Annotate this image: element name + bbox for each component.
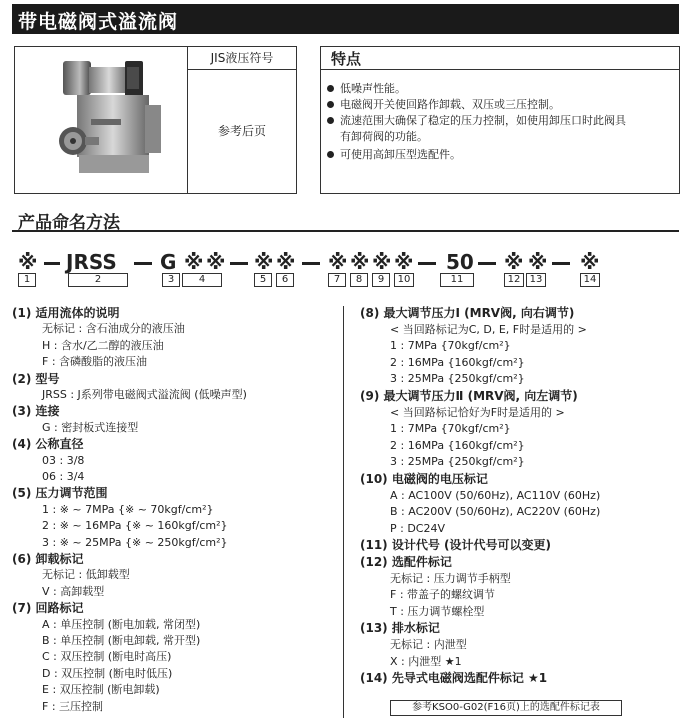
section-heading: (10) 电磁阀的电压标记 — [360, 472, 488, 486]
section-heading: (5) 压力调节范围 — [12, 486, 108, 501]
valve-illustration — [15, 47, 187, 193]
code-dash — [302, 262, 320, 265]
features-header — [321, 47, 679, 70]
section-line: A : 单压控制 (断电加载, 常闭型) — [42, 617, 201, 631]
section-line: 03 : 3/8 — [42, 453, 85, 467]
section-line: 无标记 : 压力调节手柄型 — [390, 571, 511, 585]
section-heading: (4) 公称直径 — [12, 437, 84, 452]
section-heading: (9) 最大调节压力Ⅱ (MRV阀, 向左调节) — [360, 389, 578, 403]
section-line: V : 高卸载型 — [42, 584, 105, 598]
section-heading: (2) 型号 — [12, 371, 60, 386]
section-heading: (12) 选配件标记 — [360, 555, 452, 569]
section-line: 无标记 : 内泄型 — [390, 638, 467, 651]
code-number: 9 — [372, 273, 390, 287]
code-number: 5 — [254, 273, 272, 287]
code-number: 11 — [440, 273, 474, 287]
code-number: 14 — [580, 273, 600, 287]
section-line: 2 : 16MPa {160kgf/cm²} — [390, 438, 525, 452]
code-option: ※ — [504, 250, 524, 274]
section-heading: (11) 设计代号 (设计代号可以变更) — [360, 538, 551, 553]
section-line: 3 : ※ ~ 25MPa {※ ~ 250kgf/cm²} — [42, 535, 228, 549]
code-dash — [552, 262, 570, 265]
section-line: 06 : 3/4 — [42, 470, 85, 483]
features-title: 特点 — [331, 50, 362, 68]
code-number: 10 — [394, 273, 414, 287]
section-heading: (1) 适用流体的说明 — [12, 306, 120, 320]
section-line: E : 双压控制 (断电卸载) — [42, 683, 160, 697]
valve-photo — [15, 47, 188, 193]
code-number: 6 — [276, 273, 294, 287]
section-line: F : 含磷酸脂的液压油 — [42, 355, 148, 369]
section-line: 1 : ※ ~ 7MPa {※ ~ 70kgf/cm²} — [42, 502, 214, 516]
code-circuit: ※ — [328, 250, 348, 274]
section-heading: (6) 卸载标记 — [12, 552, 84, 566]
section-heading: (7) 回路标记 — [12, 601, 84, 616]
bullet-icon — [327, 85, 334, 92]
jis-symbol-label: JIS液压符号 — [188, 47, 296, 70]
bullet-icon — [327, 117, 334, 124]
section-line: 3 : 25MPa {250kgf/cm²} — [390, 372, 525, 386]
bullet-icon — [327, 151, 334, 158]
section-line: 3 : 25MPa {250kgf/cm²} — [390, 455, 525, 469]
section-heading: (8) 最大调节压力Ⅰ (MRV阀, 向右调节) — [360, 306, 575, 320]
section-line: F : 三压控制 — [42, 699, 104, 713]
code-pressure: ※ — [254, 250, 274, 274]
code-pilot-option: ※ — [580, 250, 600, 274]
section-heading: (3) 连接 — [12, 404, 60, 419]
section-line: 1 : 7MPa {70kgf/cm²} — [390, 339, 511, 353]
section-line: 无标记 : 含石油成分的液压油 — [42, 322, 185, 336]
section-line: A : AC100V (50/60Hz), AC110V (60Hz) — [390, 488, 601, 502]
code-number: 7 — [328, 273, 346, 287]
section-line: 2 : 16MPa {160kgf/cm²} — [390, 355, 525, 369]
section-line: D : 双压控制 (断电时低压) — [42, 666, 173, 680]
code-dash — [44, 262, 60, 265]
code-fluid: ※ — [18, 250, 38, 274]
code-size-2: ※ — [206, 250, 226, 274]
code-unload: ※ — [276, 250, 296, 274]
code-connection: G — [160, 250, 177, 274]
page-title: 带电磁阀式溢流阀 — [18, 11, 179, 33]
section-line: B : AC200V (50/60Hz), AC220V (60Hz) — [390, 505, 601, 519]
column-divider — [343, 306, 344, 718]
code-number: 1 — [18, 273, 36, 287]
section-line: < 当回路标记恰好为F时是适用的 > — [390, 405, 565, 419]
section-line: H : 含水/乙二醇的液压油 — [42, 338, 164, 352]
jis-reference: 参考后页 — [217, 124, 266, 138]
section-line: 2 : ※ ~ 16MPa {※ ~ 160kgf/cm²} — [42, 519, 228, 533]
code-dash — [418, 262, 436, 265]
section-line: P : DC24V — [390, 521, 446, 535]
code-dash — [478, 262, 496, 265]
section-line: JRSS : J系列带电磁阀式溢流阀 (低噪声型) — [42, 388, 247, 401]
bullet-icon — [327, 101, 334, 108]
info-table — [14, 46, 297, 194]
section-line: T : 压力调节螺栓型 — [390, 604, 485, 618]
section-line: F : 带盖子的螺纹调节 — [390, 588, 496, 602]
code-number: 4 — [182, 273, 222, 287]
code-number: 13 — [526, 273, 546, 287]
section-heading: (13) 排水标记 — [360, 621, 440, 636]
code-max-pressure-1: ※ — [350, 250, 370, 274]
section-line: B : 单压控制 (断电卸载, 常开型) — [42, 634, 201, 647]
title-bar — [12, 4, 679, 34]
code-voltage: ※ — [394, 250, 414, 274]
code-drain: ※ — [528, 250, 548, 274]
code-number: 8 — [350, 273, 368, 287]
features-box: 特点 低噪声性能。 电磁阀开关使回路作卸载、双压或三压控制。 流速范围大确保了稳定的压力控制，如使用卸压口时此阀具 有卸荷阀的功能。 可使用高卸压型选配件。 — [320, 46, 680, 194]
section-line: G : 密封板式连接型 — [42, 420, 139, 434]
naming-title: 产品命名方法 — [18, 213, 120, 233]
code-dash — [134, 262, 152, 265]
code-dash — [230, 262, 248, 265]
code-design: 50 — [446, 250, 474, 274]
section-line: 1 : 7MPa {70kgf/cm²} — [390, 422, 511, 436]
code-size-1: ※ — [184, 250, 204, 274]
code-number: 2 — [68, 273, 128, 287]
section-heading: (14) 先导式电磁阀选配件标记 ★1 — [360, 671, 548, 686]
section-line: X : 内泄型 ★1 — [390, 654, 462, 668]
code-number: 3 — [162, 273, 180, 287]
reference-note: 参考KSO0-G02(F16页)上的选配件标记表 — [390, 700, 622, 716]
naming-header — [12, 208, 679, 232]
section-line: 无标记 : 低卸载型 — [42, 568, 130, 582]
section-line: C : 双压控制 (断电时高压) — [42, 650, 172, 664]
code-max-pressure-2: ※ — [372, 250, 392, 274]
code-number: 12 — [504, 273, 524, 287]
section-line: < 当回路标记为C, D, E, F时是适用的 > — [390, 322, 587, 336]
code-model: JRSS — [66, 250, 117, 274]
